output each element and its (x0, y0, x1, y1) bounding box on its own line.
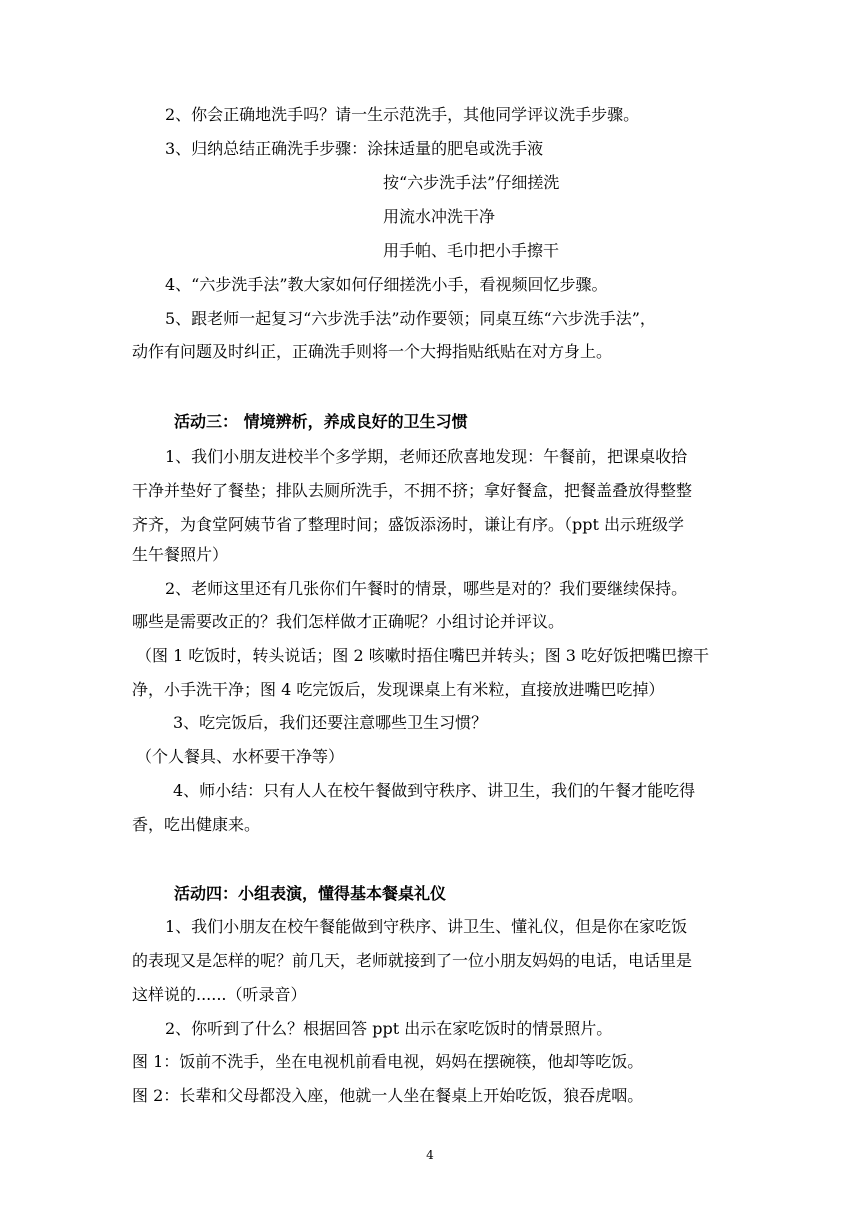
text-line: （个人餐具、水杯要干净等） (136, 747, 345, 766)
page-number: 4 (426, 1148, 434, 1162)
text-line: 2、你听到了什么？根据回答 ppt 出示在家吃饭时的情景照片。 (165, 1019, 613, 1038)
text-line: 净，小手洗干净；图 4 吃完饭后，发现课桌上有米粒，直接放进嘴巴吃掉） (132, 680, 665, 699)
text-line: 香，吃出健康来。 (132, 815, 261, 834)
text-line: 2、你会正确地洗手吗？请一生示范洗手，其他同学评议洗手步骤。 (165, 105, 640, 124)
text-line: 4、师小结：只有人人在校午餐做到守秩序、讲卫生，我们的午餐才能吃得 (173, 781, 696, 800)
text-line: 图 1：饭前不洗手，坐在电视机前看电视，妈妈在摆碗筷，他却等吃饭。 (132, 1052, 644, 1071)
text-line: 3、吃完饭后，我们还要注意哪些卫生习惯？ (173, 713, 488, 732)
section-heading: 活动三： 情境辨析，养成良好的卫生习惯 (174, 412, 468, 431)
text-line: 用手帕、毛巾把小手擦干 (383, 241, 560, 260)
section-heading: 活动四：小组表演，懂得基本餐桌礼仪 (174, 884, 447, 903)
text-line: 干净并垫好了餐垫；排队去厕所洗手，不拥不挤；拿好餐盒，把餐盖叠放得整整 (132, 481, 693, 500)
text-line: 的表现又是怎样的呢？前几天，老师就接到了一位小朋友妈妈的电话，电话里是 (132, 951, 693, 970)
text-line: 齐齐，为食堂阿姨节省了整理时间；盛饭添汤时，谦让有序。（ppt 出示班级学 (132, 515, 685, 534)
text-line: 这样说的......（听录音） (132, 985, 307, 1004)
text-line: 3、归纳总结正确洗手步骤：涂抹适量的肥皂或洗手液 (165, 139, 544, 158)
text-line: 1、我们小朋友进校半个多学期，老师还欣喜地发现：午餐前，把课桌收拾 (165, 447, 688, 466)
text-line: 按“六步洗手法”仔细搓洗 (383, 173, 560, 192)
text-line: 1、我们小朋友在校午餐能做到守秩序、讲卫生、懂礼仪，但是你在家吃饭 (165, 917, 688, 936)
text-line: 4、“六步洗手法”教大家如何仔细搓洗小手，看视频回忆步骤。 (165, 275, 608, 294)
text-line: 5、跟老师一起复习“六步洗手法”动作要领；同桌互练“六步洗手法”， (165, 309, 656, 328)
text-line: 2、老师这里还有几张你们午餐时的情景，哪些是对的？我们要继续保持。 (165, 579, 688, 598)
text-line: 生午餐照片） (132, 545, 229, 564)
text-line: 图 2：长辈和父母都没入座，他就一人坐在餐桌上开始吃饭，狼吞虎咽。 (132, 1086, 644, 1105)
text-line: 哪些是需要改正的？我们怎样做才正确呢？小组讨论并评议。 (132, 612, 565, 631)
text-line: 动作有问题及时纠正，正确洗手则将一个大拇指贴纸贴在对方身上。 (132, 342, 613, 361)
text-line: 用流水冲洗干净 (383, 207, 496, 226)
text-line: （图 1 吃饭时，转头说话；图 2 咳嗽时捂住嘴巴并转头；图 3 吃好饭把嘴巴擦干 (136, 646, 710, 665)
